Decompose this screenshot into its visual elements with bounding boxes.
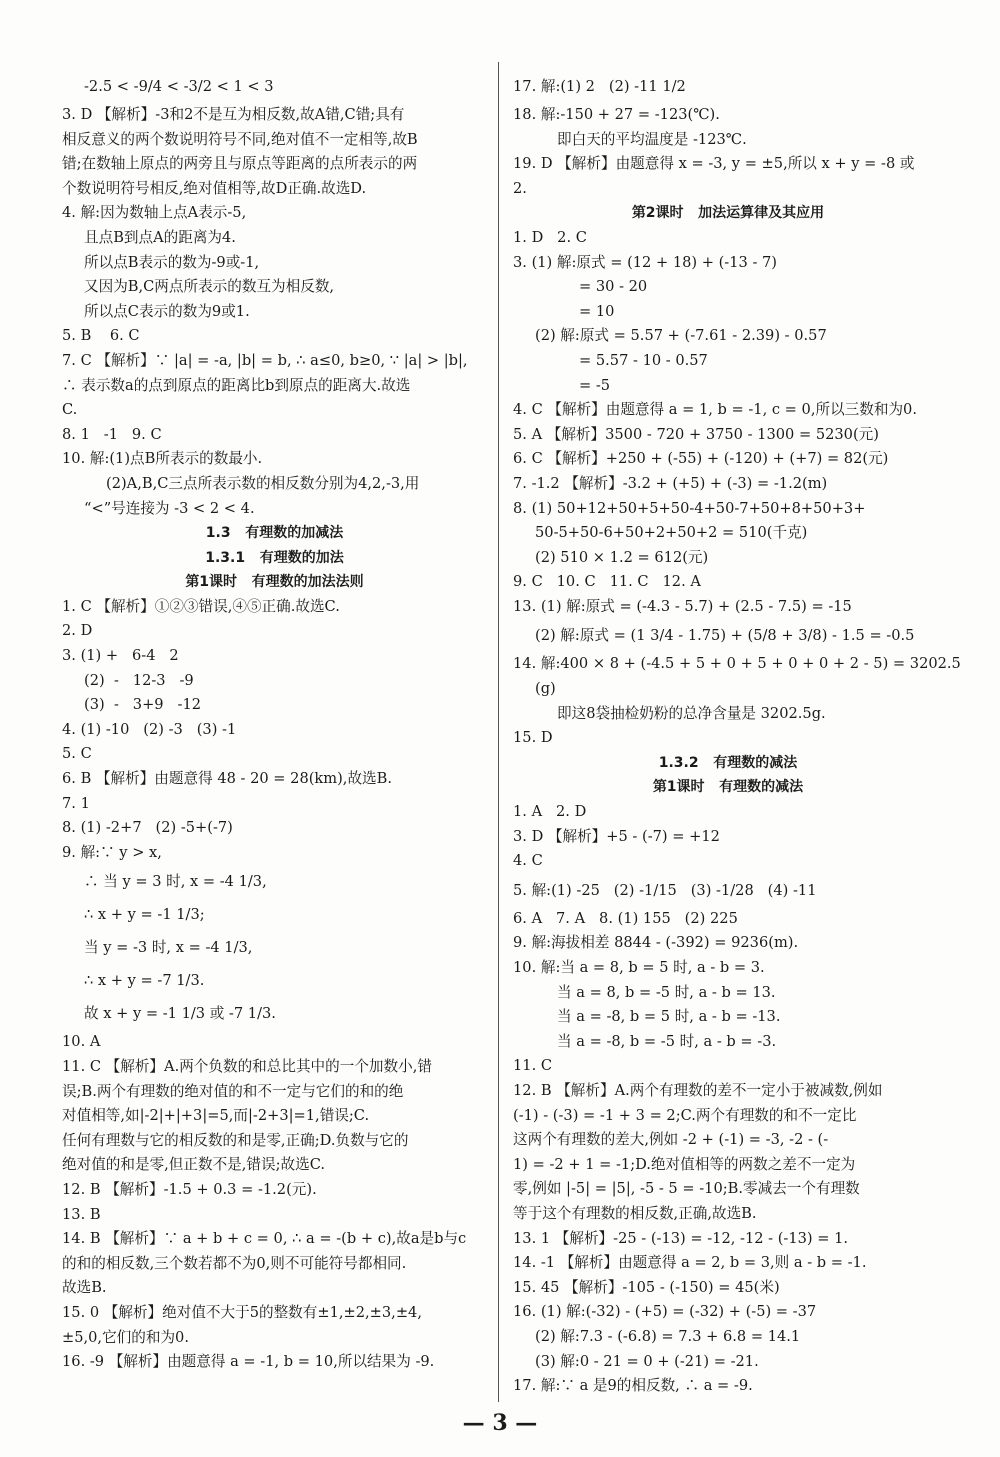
left-line: ∴ 表示数a的点到原点的距离比b到原点的距离大.故选 xyxy=(62,376,411,394)
right-line: 14. 解:400 × 8 + (-4.5 + 5 + 0 + 5 + 0 + 0 + 2 - 5) = 3202.5 xyxy=(513,655,961,673)
right-line: = 10 xyxy=(579,302,615,320)
right-line: 6. A 7. A 8. (1) 155 (2) 225 xyxy=(513,909,738,927)
right-line: 4. C 【解析】由题意得 a = 1, b = -1, c = 0,所以三数和为0. xyxy=(513,401,917,419)
left-line: 个数说明符号相反,绝对值相等,故D正确.故选D. xyxy=(62,179,367,197)
right-line: 1.3.2 有理数的减法 xyxy=(658,754,798,771)
left-line: 7. 1 xyxy=(62,794,90,812)
right-line: 零,例如 |-5| = |5|, -5 - 5 = -10;B.零减去一个有理数 xyxy=(513,1180,860,1198)
left-line: 故选B. xyxy=(62,1279,107,1297)
left-line: 8. 1 -1 9. C xyxy=(62,425,162,443)
left-line: 错;在数轴上原点的两旁且与原点等距离的点所表示的两 xyxy=(62,155,418,173)
left-line: 4. (1) -10 (2) -3 (3) -1 xyxy=(62,720,237,738)
right-column xyxy=(513,70,961,1399)
right-line: 14. -1 【解析】由题意得 a = 2, b = 3,则 a - b = -1. xyxy=(513,1254,867,1272)
left-line: “<”号连接为 -3 < 2 < 4. xyxy=(84,499,255,517)
column-divider xyxy=(498,62,499,1402)
right-line: 当 a = 8, b = -5 时, a - b = 13. xyxy=(557,983,776,1001)
right-line: 8. (1) 50+12+50+5+50-4+50-7+50+8+50+3+ xyxy=(513,499,866,517)
right-line: 即这8袋抽检奶粉的总净含量是 3202.5g. xyxy=(557,704,826,722)
left-line: (3) - 3+9 -12 xyxy=(84,696,202,714)
right-line: 第1课时 有理数的减法 xyxy=(652,779,804,796)
left-line: -2.5 < -9/4 < -3/2 < 1 < 3 xyxy=(84,78,274,95)
left-line: 第1课时 有理数的加法法则 xyxy=(185,574,364,591)
right-line: 当 a = -8, b = -5 时, a - b = -3. xyxy=(557,1032,777,1050)
right-line: (2) 510 × 1.2 = 612(元) xyxy=(535,548,709,566)
right-line: 19. D 【解析】由题意得 x = -3, y = ±5,所以 x + y = -8 或 xyxy=(513,155,915,173)
left-line: 5. C xyxy=(62,745,92,763)
left-line: ∴ x + y = -7 1/3. xyxy=(84,972,205,990)
right-line: 6. C 【解析】+250 + (-55) + (-120) + (+7) = 82(元) xyxy=(513,450,889,468)
left-line: 3. (1) + 6-4 2 xyxy=(62,647,179,665)
right-line: 第2课时 加法运算律及其应用 xyxy=(631,205,825,222)
right-line: 等于这个有理数的相反数,正确,故选B. xyxy=(513,1204,757,1222)
right-line: 这两个有理数的差大,例如 -2 + (-1) = -3, -2 - (- xyxy=(513,1131,829,1149)
left-line: 14. B 【解析】∵ a + b + c = 0, ∴ a = -(b + c),故a是b与c xyxy=(62,1230,467,1248)
left-line: 10. 解:(1)点B所表示的数最小. xyxy=(62,450,263,468)
right-line: 9. 解:海拔相差 8844 - (-392) = 9236(m). xyxy=(513,934,799,952)
right-line: (2) 解:7.3 - (-6.8) = 7.3 + 6.8 = 14.1 xyxy=(535,1327,801,1345)
left-line: 11. C 【解析】A.两个负数的和总比其中的一个加数小,错 xyxy=(62,1058,432,1075)
right-line: 9. C 10. C 11. C 12. A xyxy=(513,573,701,591)
left-line: C. xyxy=(62,401,78,419)
left-line: 9. 解:∵ y > x, xyxy=(62,843,162,861)
left-line: 又因为B,C两点所表示的数互为相反数, xyxy=(84,278,335,296)
right-line: (2) 解:原式 = 5.57 + (-7.61 - 2.39) - 0.57 xyxy=(535,327,827,345)
left-line: 6. B 【解析】由题意得 48 - 20 = 28(km),故选B. xyxy=(62,770,392,788)
left-line: 故 x + y = -1 1/3 或 -7 1/3. xyxy=(84,1005,276,1023)
right-line: = -5 xyxy=(579,376,611,394)
left-line: 1.3 有理数的加减法 xyxy=(205,525,344,542)
right-line: 3. D 【解析】+5 - (-7) = +12 xyxy=(513,827,720,845)
right-line: 4. C xyxy=(513,852,543,870)
left-line: (2)A,B,C三点所表示数的相反数分别为4,2,-3,用 xyxy=(106,474,420,492)
right-line: 18. 解:-150 + 27 = -123(℃). xyxy=(513,106,720,123)
left-line: 所以点B表示的数为-9或-1, xyxy=(84,253,260,271)
left-line: 且点B到点A的距离为4. xyxy=(84,228,236,246)
right-line: 1. D 2. C xyxy=(513,228,587,246)
left-line: (2) - 12-3 -9 xyxy=(84,671,194,689)
right-line: 10. 解:当 a = 8, b = 5 时, a - b = 3. xyxy=(513,959,765,976)
right-line: 7. -1.2 【解析】-3.2 + (+5) + (-3) = -1.2(m) xyxy=(513,474,828,492)
right-line: 17. 解:(1) 2 (2) -11 1/2 xyxy=(513,78,686,95)
right-line: 即白天的平均温度是 -123℃. xyxy=(557,130,747,148)
left-line: 任何有理数与它的相反数的和是零,正确;D.负数与它的 xyxy=(62,1131,409,1149)
left-line: 16. -9 【解析】由题意得 a = -1, b = 10,所以结果为 -9. xyxy=(62,1353,435,1371)
right-line: 11. C xyxy=(513,1057,553,1075)
left-line: 相反意义的两个数说明符号不同,绝对值不一定相等,故B xyxy=(62,130,418,148)
right-line: 1) = -2 + 1 = -1;D.绝对值相等的两数之差不一定为 xyxy=(513,1155,856,1173)
left-line: 7. C 【解析】∵ |a| = -a, |b| = b, ∴ a≤0, b≥0, ∵ |a| > |b|, xyxy=(62,351,468,369)
left-line: ∴ 当 y = 3 时, x = -4 1/3, xyxy=(84,873,267,891)
right-line: 5. 解:(1) -25 (2) -1/15 (3) -1/28 (4) -11 xyxy=(513,881,817,899)
right-line: (g) xyxy=(535,680,556,698)
right-line: = 30 - 20 xyxy=(579,278,648,296)
right-line: 2. xyxy=(513,179,527,197)
left-line: ∴ x + y = -1 1/3; xyxy=(84,906,205,924)
left-line: ±5,0,它们的和为0. xyxy=(62,1328,189,1346)
left-line: 的和的相反数,三个数若都不为0,则不可能符号都相同. xyxy=(62,1254,407,1272)
left-line: 对值相等,如|-2|+|+3|=5,而|-2+3|=1,错误;C. xyxy=(62,1107,370,1125)
page-number: — 3 — xyxy=(462,1410,538,1436)
left-line: 10. A xyxy=(62,1033,101,1051)
left-line: 3. D 【解析】-3和2不是互为相反数,故A错,C错;具有 xyxy=(62,106,405,123)
right-line: 13. (1) 解:原式 = (-4.3 - 5.7) + (2.5 - 7.5) = -15 xyxy=(513,597,852,615)
right-line: 13. 1 【解析】-25 - (-13) = -12, -12 - (-13) = 1. xyxy=(513,1229,849,1247)
right-line: 17. 解:∵ a 是9的相反数, ∴ a = -9. xyxy=(513,1377,753,1395)
left-line: 15. 0 【解析】绝对值不大于5的整数有±1,±2,±3,±4, xyxy=(62,1303,422,1321)
right-line: 50-5+50-6+50+2+50+2 = 510(千克) xyxy=(535,524,808,542)
right-line: 当 a = -8, b = 5 时, a - b = -13. xyxy=(557,1008,781,1026)
left-line: 绝对值的和是零,但正数不是,错误;故选C. xyxy=(62,1156,325,1174)
left-line: 13. B xyxy=(62,1205,101,1223)
right-line: 16. (1) 解:(-32) - (+5) = (-32) + (-5) = -37 xyxy=(513,1303,817,1321)
left-line: 8. (1) -2+7 (2) -5+(-7) xyxy=(62,819,233,837)
left-line: 当 y = -3 时, x = -4 1/3, xyxy=(84,939,253,957)
left-line: 4. 解:因为数轴上点A表示-5, xyxy=(62,204,247,222)
right-line: 15. D xyxy=(513,729,553,747)
right-line: (2) 解:原式 = (1 3/4 - 1.75) + (5/8 + 3/8) - 1.5 = -0.5 xyxy=(535,627,915,645)
left-line: 1. C 【解析】①②③错误,④⑤正确.故选C. xyxy=(62,597,340,615)
right-line: 12. B 【解析】A.两个有理数的差不一定小于被减数,例如 xyxy=(513,1081,883,1099)
left-line: 所以点C表示的数为9或1. xyxy=(84,302,250,320)
right-line: (-1) - (-3) = -1 + 3 = 2;C.两个有理数的和不一定比 xyxy=(513,1106,857,1124)
left-line: 误;B.两个有理数的绝对值的和不一定与它们的和的绝 xyxy=(62,1082,404,1100)
left-column xyxy=(62,70,487,1375)
left-line: 12. B 【解析】-1.5 + 0.3 = -1.2(元). xyxy=(62,1180,317,1198)
right-line: 1. A 2. D xyxy=(513,803,587,821)
left-line: 5. B 6. C xyxy=(62,327,140,345)
left-line: 1.3.1 有理数的加法 xyxy=(205,549,344,566)
right-line: = 5.57 - 10 - 0.57 xyxy=(579,351,708,369)
right-line: 5. A 【解析】3500 - 720 + 3750 - 1300 = 5230(元) xyxy=(513,425,879,443)
left-line: 2. D xyxy=(62,622,93,640)
right-line: (3) 解:0 - 21 = 0 + (-21) = -21. xyxy=(535,1352,759,1370)
right-line: 3. (1) 解:原式 = (12 + 18) + (-13 - 7) xyxy=(513,253,777,271)
right-line: 15. 45 【解析】-105 - (-150) = 45(米) xyxy=(513,1278,780,1296)
